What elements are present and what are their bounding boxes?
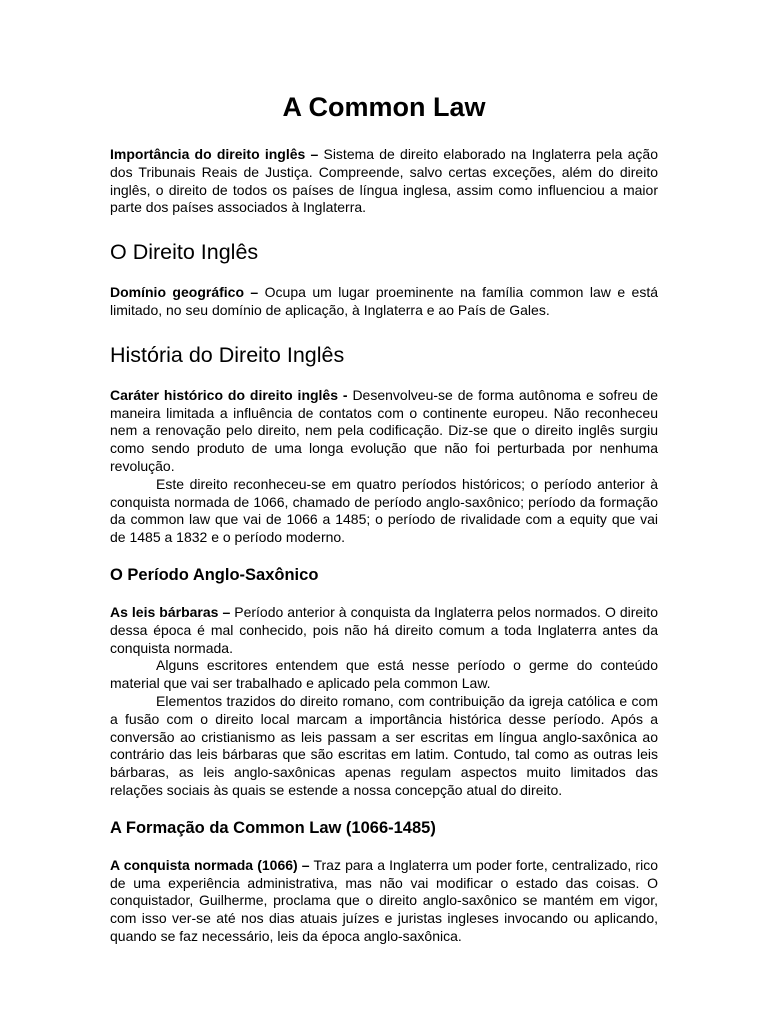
carater-text: Desenvolveu-se de forma autônoma e sofreu de maneira limitada a influência de contatos com o continente europeu. Não reconheceu nem a renovação pelo direito, nem pela codificação. Diz-se que o direito inglês surgiu como sendo produto de uma longa evolução que não foi perturbada por nenhuma revolução. [110,386,659,474]
document-body [110,88,658,946]
carater-lead: Caráter histórico do direito inglês - [110,386,348,403]
leis-barbaras-lead: As leis bárbaras – [110,603,231,620]
section-heading-direito-ingles: O Direito Inglês [110,240,259,265]
dominio-lead: Domínio geográfico – [110,284,259,301]
conquista-paragraph [110,857,658,946]
dominio-paragraph [110,284,658,320]
intro-paragraph [110,146,658,217]
leis-barbaras-text: Período anterior à conquista da Inglaterra pelos normados. O direito dessa época é mal conhecido, pois não há direito comum a toda Inglaterra antes da conquista normada. [110,603,658,656]
conquista-lead: A conquista normada (1066) – [110,856,310,873]
dominio-text: Ocupa um lugar proeminente na família common law e está limitado, no seu domínio de aplicação, à Inglaterra e ao País de Gales. [110,284,659,318]
section-heading-formacao: A Formação da Common Law (1066-1485) [110,818,436,837]
intro-lead: Importância do direito inglês – [110,146,319,162]
section-heading-anglo-saxonico: O Período Anglo-Saxônico [110,565,319,584]
periodos-paragraph: Este direito reconheceu-se em quatro períodos históricos; o período anterior à conquista normada de 1066, chamado de período anglo-saxônico; período da formação da common law que vai de 1066 a 1485; o período de rivalidade com a equity que vai de 1485 a 1832 e o período moderno. [110,475,658,546]
leis-barbaras-paragraph [110,604,658,657]
intro-text: Sistema de direito elaborado na Inglaterra pela ação dos Tribunais Reais de Justiça. Compreende, salvo certas exceções, além do direito inglês, o direito de todos os países de língua inglesa, assim como influenciou a maior parte dos países associados à Inglaterra. [110,146,658,216]
escritores-paragraph: Alguns escritores entendem que está nesse período o germe do conteúdo material que vai ser trabalhado e aplicado pela common Law. [110,657,658,692]
carater-paragraph [110,387,658,476]
section-heading-historia: História do Direito Inglês [110,342,345,367]
elementos-paragraph: Elementos trazidos do direito romano, com contribuição da igreja católica e com a fusão com o direito local marcam a importância histórica desse período. Após a conversão ao cristianismo as leis passam a ser escritas em língua anglo-saxônica ao contrário das leis bárbaras que são escritas em latim. Contudo, tal como as outras leis bárbaras, as leis anglo-saxônicas apenas regulam aspectos muito limitados das relações sociais às quais se estende a nossa concepção atual do direito. [110,692,658,798]
document-title: A Common Law [282,92,486,122]
conquista-text: Traz para a Inglaterra um poder forte, centralizado, rico de uma experiência administrativa, mas não vai modificar o estado das coisas. O conquistador, Guilherme, proclama que o direito anglo-saxônico se mantém em vigor, com isso ver-se até nos dias atuais juízes e juristas ingleses invocando ou aplicando, quando se faz necessário, leis da época anglo-saxônica. [110,856,658,944]
